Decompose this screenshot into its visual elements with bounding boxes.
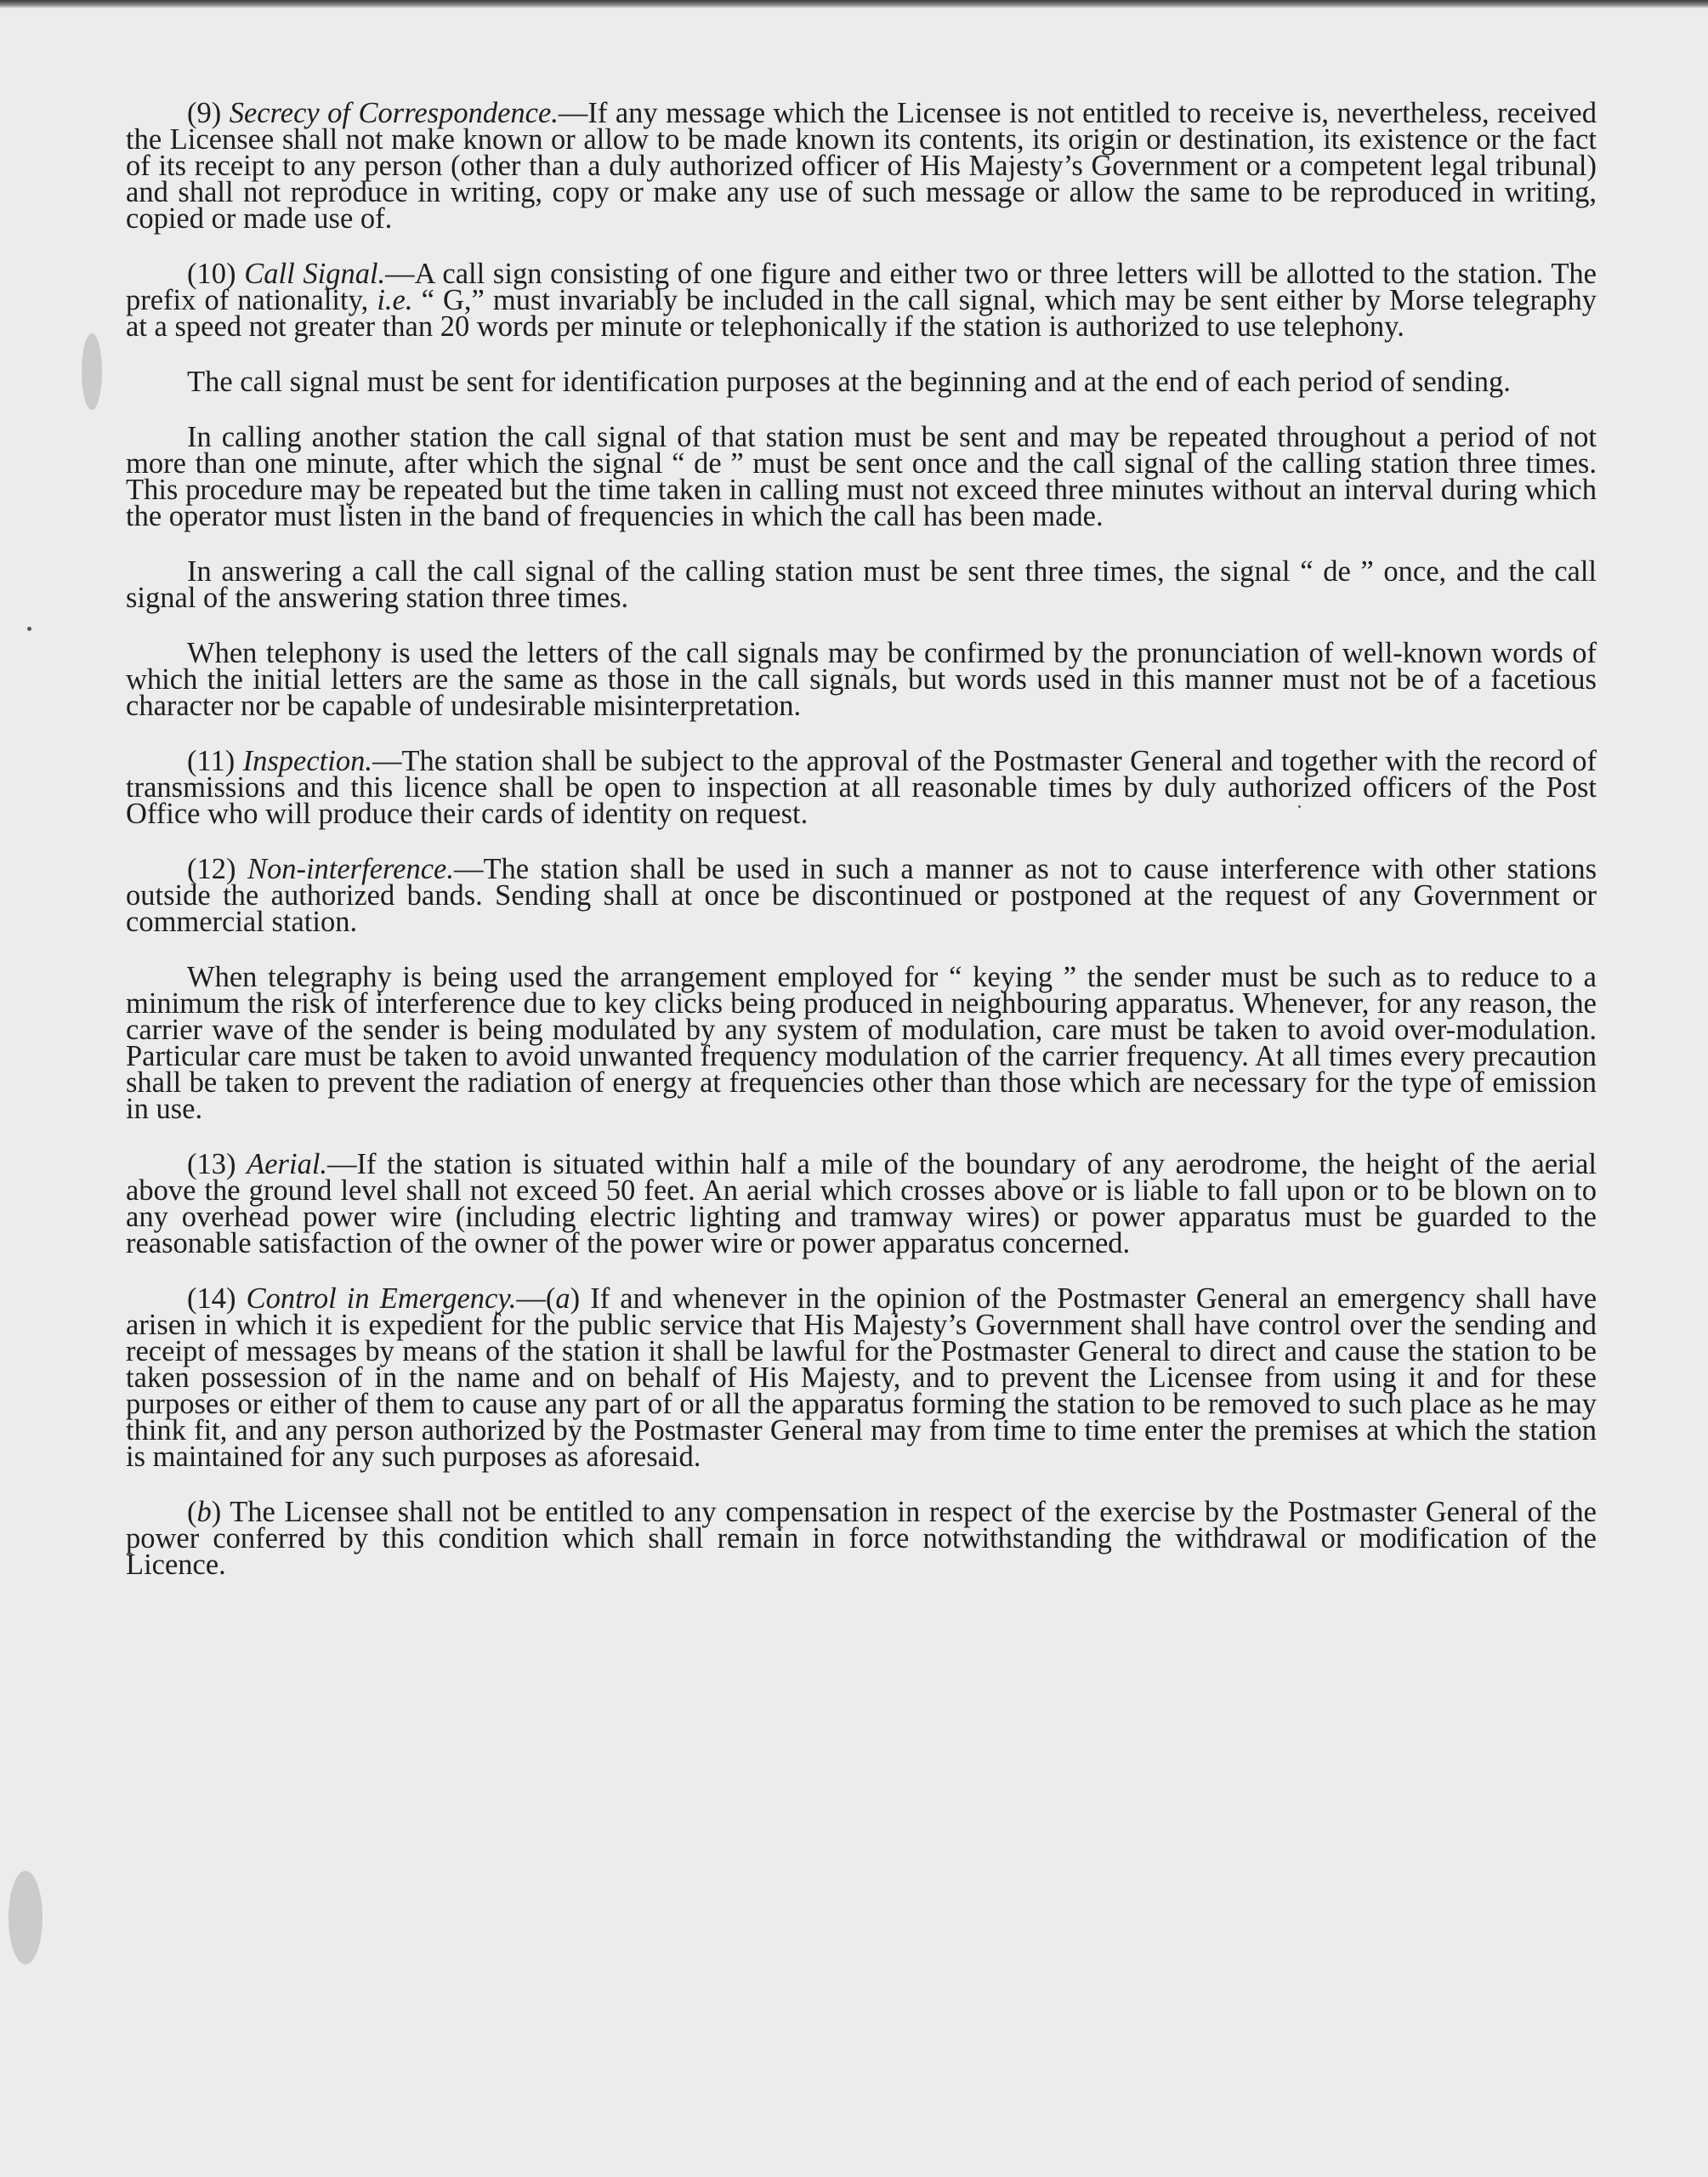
- condition-12-non-interference: [126, 853, 1597, 938]
- paragraph-text: The call signal must be sent for identification purposes at the beginning and at the end of each period of sending.: [187, 366, 1511, 398]
- condition-title: Secrecy of Correspondence.: [229, 97, 559, 129]
- condition-14-control-in-emergency: [126, 1282, 1597, 1473]
- call-signal-telephony: [126, 637, 1597, 722]
- telegraphy-keying: [126, 961, 1597, 1125]
- call-signal-identification: [126, 366, 1597, 398]
- condition-11-inspection: [126, 745, 1597, 830]
- call-signal-answering-procedure: [126, 555, 1597, 614]
- condition-number: (9): [187, 97, 222, 129]
- condition-title: Control in Emergency.: [246, 1282, 517, 1315]
- condition-body: —If the station is situated within half a mile of the boundary of any aerodrome, the height of the aerial above the ground level shall not exceed 50 feet. An aerial which crosses above or is liable to fall upon or to be blown on to any overhead power wire (including electric lighting and tramway wires) or power apparatus must be guarded to the reasonable satisfaction of the owner of the power wire or power apparatus concerned.: [126, 1148, 1597, 1259]
- sub-clause-letter: a: [555, 1282, 570, 1315]
- condition-14b-compensation: [126, 1496, 1597, 1581]
- paragraph-text: ) The Licensee shall not be entitled to any compensation in respect of the exercise by the Postmaster General of the power conferred by this condition which shall remain in force notwithstanding the withdrawal or modification of the Licence.: [126, 1496, 1597, 1581]
- condition-body-emphasis: i.e.: [377, 284, 413, 316]
- sub-clause-letter: b: [196, 1496, 212, 1528]
- paragraph-text: When telegraphy is being used the arrangement employed for “ keying ” the sender must be such as to reduce to a minimum the risk of interference due to key clicks being produced in neighbouring apparatus. Whenever, for any reason, the carrier wave of the sender is being modulated by any system of modulation, care must be taken to avoid over-modulation. Particular care must be taken to avoid unwanted frequency modulation of the carrier frequency. At all times every precaution shall be taken to prevent the radiation of energy at frequencies other than those which are necessary for the type of emission in use.: [126, 961, 1597, 1125]
- condition-body: —The station shall be subject to the approval of the Postmaster General and together with the record of transmissions and this licence shall be open to inspection at all reasonable times by duly authorized officers of the Post Office who will produce their cards of identity on request.: [126, 745, 1597, 830]
- condition-body: —A call sign consisting of one figure and either two or three letters will be allotted to the station. The prefix of nationality,: [126, 258, 1597, 316]
- paper-crease-left-upper: [82, 333, 102, 410]
- sub-clause-open: (: [187, 1496, 197, 1528]
- condition-number: (11): [187, 745, 235, 777]
- scan-speck: [27, 627, 31, 631]
- condition-13-aerial: [126, 1148, 1597, 1259]
- paragraph-text: In answering a call the call signal of the calling station must be sent three times, the signal “ de ” once, and the call signal of the answering station three times.: [126, 555, 1597, 614]
- condition-number: (10): [187, 258, 236, 290]
- condition-9-secrecy: [126, 97, 1597, 235]
- condition-body: —If any message which the Licensee is not entitled to receive is, nevertheless, received the Licensee shall not make known or allow to be made known its contents, its origin or destination, its existence or the fact of its receipt to any person (other than a duly authorized officer of His Majesty’s Government or a competent legal tribunal) and shall not reproduce in writing, copy or make any use of such message or allow the same to be reproduced in writing, copied or made use of.: [126, 97, 1597, 235]
- paragraph-text: When telephony is used the letters of the call signals may be confirmed by the pronunciation of well-known words of which the initial letters are the same as those in the call signals, but words used in this manner must not be of a facetious character nor be capable of undesirable misinterpretation.: [126, 637, 1597, 722]
- condition-title: Aerial.: [247, 1148, 328, 1180]
- condition-title: Call Signal.: [244, 258, 386, 290]
- condition-10-call-signal: [126, 258, 1597, 343]
- condition-body: “ G,” must invariably be included in the call signal, which may be sent either by Morse telegraphy at a speed not greater than 20 words per minute or telephonically if the station is authorized to use telephony.: [126, 284, 1597, 343]
- condition-title: Non-interference.: [247, 853, 454, 885]
- condition-body: ) If and whenever in the opinion of the Postmaster General an emergency shall have arisen in which it is expedient for the public service that His Majesty’s Government shall have control over the sending and receipt of messages by means of the station it shall be lawful for the Postmaster General to direct and cause the station to be taken possession of in the name and on behalf of His Majesty, and to prevent the Licensee from using it and for these purposes or either of them to cause any part of or all the apparatus forming the station to be removed to such place as he may think fit, and any person authorized by the Postmaster General may from time to time enter the premises at which the station is maintained for any such purposes as aforesaid.: [126, 1282, 1597, 1473]
- condition-body: —The station shall be used in such a manner as not to cause interference with other stations outside the authorized bands. Sending shall at once be discontinued or postponed at the request of any Government or commercial station.: [126, 853, 1597, 938]
- condition-number: (14): [187, 1282, 236, 1315]
- licence-conditions-text: [126, 97, 1597, 1607]
- paper-crease-left-lower: [9, 1871, 43, 1964]
- condition-dash: —(: [516, 1282, 556, 1315]
- condition-number: (13): [187, 1148, 236, 1180]
- condition-number: (12): [187, 853, 236, 885]
- page-top-edge: [0, 0, 1708, 9]
- paragraph-text: In calling another station the call signal of that station must be sent and may be repeated throughout a period of not more than one minute, after which the signal “ de ” must be sent once and the call signal of the calling station three times. This procedure may be repeated but the time taken in calling must not exceed three minutes without an interval during which the operator must listen in the band of frequencies in which the call has been made.: [126, 421, 1597, 532]
- call-signal-calling-procedure: [126, 421, 1597, 532]
- condition-title: Inspection.: [242, 745, 372, 777]
